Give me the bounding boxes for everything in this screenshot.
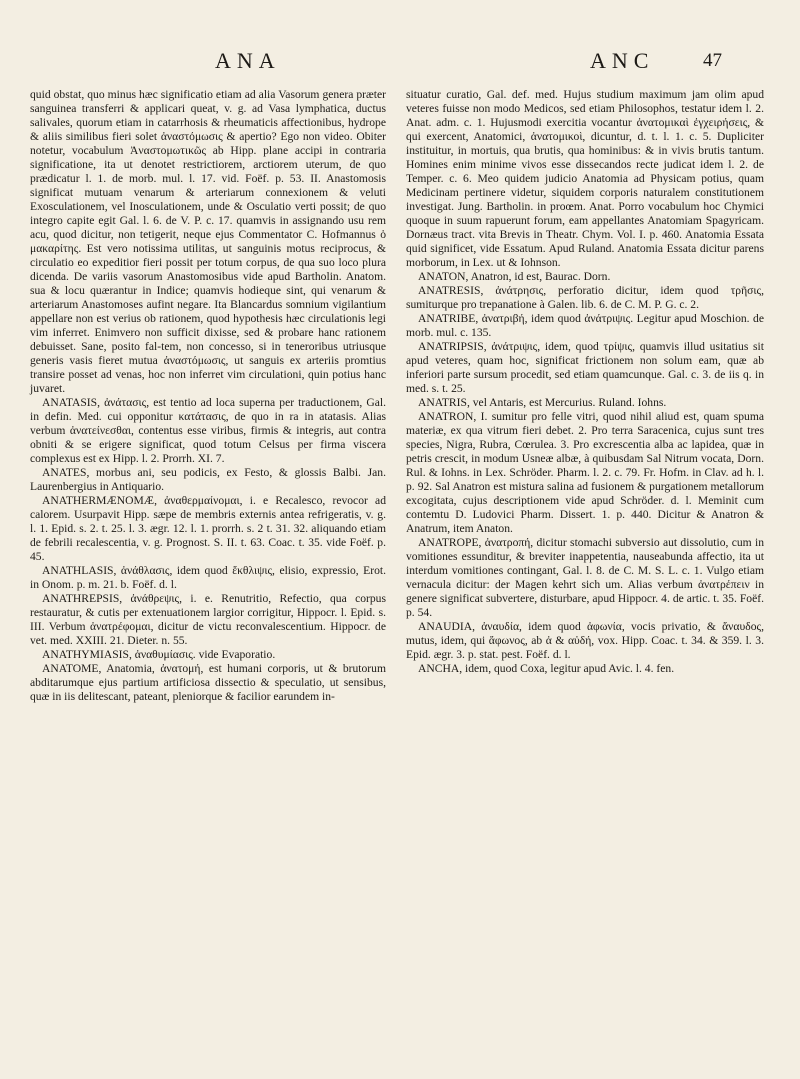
entry-anatresis: ANATRESIS, ἀνάτρησις, perforatio dicitur, idem quod τρῆσις, sumiturque pro trepanatione à Galen. lib. 6. de C. M. P. G. c. 2.: [406, 284, 764, 311]
entry-anates: ANATES, morbus ani, seu podicis, ex Festo, & glossis Balbi. Jan. Laurenbergius in Antiquario.: [30, 466, 386, 493]
entry-anaudia: ANAUDIA, ἀναυδία, idem quod ἀφωνία, vocis privatio, & ἄναυδος, mutus, idem, qui ἄφωνος, ab ἀ & αὐδή, vox. Hipp. Coac. t. 34. & 359. l. 3. Epid. ægr. 3. p. stat. pest. Foëf. d. l.: [406, 620, 764, 661]
entry-anatron: ANATRON, I. sumitur pro felle vitri, quod nihil aliud est, quam spuma materiæ, ex qua vitrum fieri debet. 2. Pro terra Saracenica, cujus sunt tres species, Nigra, Rubra, Cœrulea. 3. Pro excrescentia alba ac lapidea, quæ in petris crescit, in modum Usneæ albæ, à quibusdam Sal Nitrum vocata, Dorn. Rul. & Iohns. in Lex. Schröder. Pharm. l. 2. c. 79. Fr. Hofm. in Clav. ad h. l. p. 92. Sal Anatron est mistura salina ad fusionem & purgationem metallorum excogitata, cujus descriptionem vide apud Schröder. d. l. Meminit cum contemtu D. Ludovici Pharm. Dissert. 1. p. 440. Dicitur & Anatron & Anatrum, item Anaton.: [406, 410, 764, 535]
entry-anatasis: ANATASIS, ἀνάτασις, est tentio ad loca superna per traductionem, Gal. in defin. Med. cui opponitur κατάτασις, de quo in ra in atatasis. Alias verbum ἀνατείνεσθαι, contentus esse viribus, firmis & integris, aut contra obniti & se erigere significat, quod totum Celsus per firma viscera complexus est ex Hipp. l. 2. Prorrh. XI. 7.: [30, 396, 386, 465]
left-column: [30, 88, 386, 704]
entry-anatome: ANATOME, Anatomia, ἀνατομή, est humani corporis, ut & brutorum abditarumque ejus partium artificiosa dissectio & speculatio, ut sensibus, quæ in iis delitescant, pateant, pleniorque & facilior earundem in-: [30, 662, 386, 703]
entry-anatripsis: ANATRIPSIS, ἀνάτριψις, idem, quod τρίψις, quamvis illud usitatius sit apud veteres, quam hoc, significat frictionem non solum eam, quæ ab inferiori parte sursum procedit, sed etiam quamcunque. Gal. c. 3. de iis q. in med. s. t. 25.: [406, 340, 764, 395]
entry-anathlasis: ANATHLASIS, ἀνάθλασις, idem quod ἔκθλιψις, elisio, expressio, Erot. in Onom. p. m. 21. b. Foëf. d. l.: [30, 564, 386, 591]
running-head-left: ANA: [215, 48, 281, 73]
entry-anathymiasis: ANATHYMIASIS, ἀναθυμίασις. vide Evaporatio.: [42, 648, 276, 661]
entry-anaton: ANATON, Anatron, id est, Baurac. Dorn.: [418, 270, 611, 283]
entry-anatris: ANATRIS, vel Antaris, est Mercurius. Ruland. Iohns.: [418, 396, 667, 409]
left-paragraph-continuation: quid obstat, quo minus hæc significatio etiam ad alia Vasorum genera præter sanguinea transferri & applicari queat, v. g. ad Vasa lymphatica, ductus salivales, quorum etiam in catarrhosis & rheumaticis affectionibus, hydrope & aliis similibus fieri solet ἀναστόμωσις & apertio? Ego non video. Obiter notetur, vocabulum Ἀναστομωτικῶς ab Hipp. plane accipi in contraria significatione, ita ut denotet restrictiorem, arctiorem uterum, de quo prædicatur l. 1. de morb. mul. l. 17. vid. Foëf. p. 53. II. Anastomosis significat mutuam venarum & arteriarum connexionem & veluti Exosculationem, vel Inosculationem, unde & Osculatio verti possit; de quo integro capite egit Gal. l. 6. de V. P. c. 17. quamvis in assignando usu rem acu, quod dicitur, non tetigerit, neque ejus Commentator C. Hofmannus ὁ μακαρίτης. Est vero notissima utilitas, ut sanguinis motus reciprocus, & circulatio eo expeditior fieri possit per totum corpus, de qua suo loco plura dicenda. De variis vasorum Anastomosibus vide apud Bartholin. Anatom. sua & locu quærantur in Indice; quamvis hodieque sint, qui venarum & arteriarum Anastomoses aufint negare. Ita Blancardus somnium vigilantium appellare non est verius ob rationem, quod hypothesis hæc circulationis legi vim inferret. Enimvero non sufficit dixisse, sed & probare hanc rationem debuisset. Sane, posito fal-tem, non concesso, si in teneroribus utriusque generis vasis fieret mutua ἀναστόμωσις, ut sanguis ex arteriis promtius transire posset ad venas, hoc non inferret vim circulationi, quin potius hanc juvaret.: [30, 88, 386, 395]
entry-anatrope: ANATROPE, ἀνατροπή, dicitur stomachi subversio aut dissolutio, cum in vomitiones essunditur, & breviter inappetentia, nauseabunda affectio, ita ut interdum vomitiones contingant, Gal. l. 8. de C. M. S. L. c. 1. Vulgo etiam vernacula dicitur: der Magen kehrt sich um. Alias verbum ἀνατρέπειν in genere significat subvertere, disturbare, apud Hippocr. 4. de artic. t. 35. Foëf. p. 54.: [406, 536, 764, 619]
entry-ancha: ANCHA, idem, quod Coxa, legitur apud Avic. l. 4. fen.: [418, 662, 675, 675]
entry-anatribe: ANATRIBE, ἀνατριβή, idem quod ἀνάτριψις. Legitur apud Moschion. de morb. mul. c. 135.: [406, 312, 764, 339]
right-paragraph-continuation: situatur curatio, Gal. def. med. Hujus studium maximum jam olim apud veteres fuisse non modo Medicos, sed etiam Philosophos, testatur idem l. 2. Anat. adm. c. 1. Hujusmodi exercitia vocantur ἀνατομικαὶ ἐγχειρήσεις, & qui exercent, Anatomici, ἀνατομικοὶ, dicuntur, d. t. l. 1. c. 5. Dupliciter instituitur, in mortuis, qua brutis, qua hominibus: & in vivis brutis tantum. Homines enim minime vivos esse dissecandos recte judicat idem l. 2. de Temper. c. 6. Meo quidem judicio Anatomia ad Physicam potius, quam Medicinam pertinere videtur, siquidem corporis naturalem constitutionem investigat. Jung. Bartholin. in proœm. Anat. Porro vocabulum hoc Chymici quoque in suum rapuerunt forum, eam appellantes Anatomiam Spagyricam. Dornæus tract. vita Brevis in Theatr. Chym. Vol. I. p. 460. Anatomia Essata quid significet, vide Essatum. Apud Ruland. Anatomia Essata dicitur parens morborum, in Lex. ut & Iohnson.: [406, 88, 764, 269]
entry-anathrepsis: ANATHREPSIS, ἀνάθρεψις, i. e. Renutritio, Refectio, qua corpus restauratur, & cutis per extenuationem largior corrigitur, Hippocr. l. Epid. s. III. Verbum ἀνατρέφομαι, dicitur de victu reconvalescentium. Hippocr. de vet. med. XXIII. 21. Dieter. n. 55.: [30, 592, 386, 647]
running-head-right: ANC: [590, 48, 655, 73]
page-number: 47: [703, 50, 722, 71]
running-head: [0, 40, 800, 80]
entry-anathermaenomae: ANATHERMÆNOMÆ, ἀναθερμαίνομαι, i. e Recalesco, revocor ad calorem. Usurpavit Hipp. sæpe de membris externis antea refrigeratis, v. g. l. 1. Epid. s. 2. t. 25. l. 3. ægr. 12. l. 1. prorrh. s. 2 t. 31. 32. aliquando etiam de febrili recalescentia, v. g. Prognost. S. II. t. 63. Coac. t. 35. vide Foëf. p. 45.: [30, 494, 386, 563]
right-column: [406, 88, 764, 676]
